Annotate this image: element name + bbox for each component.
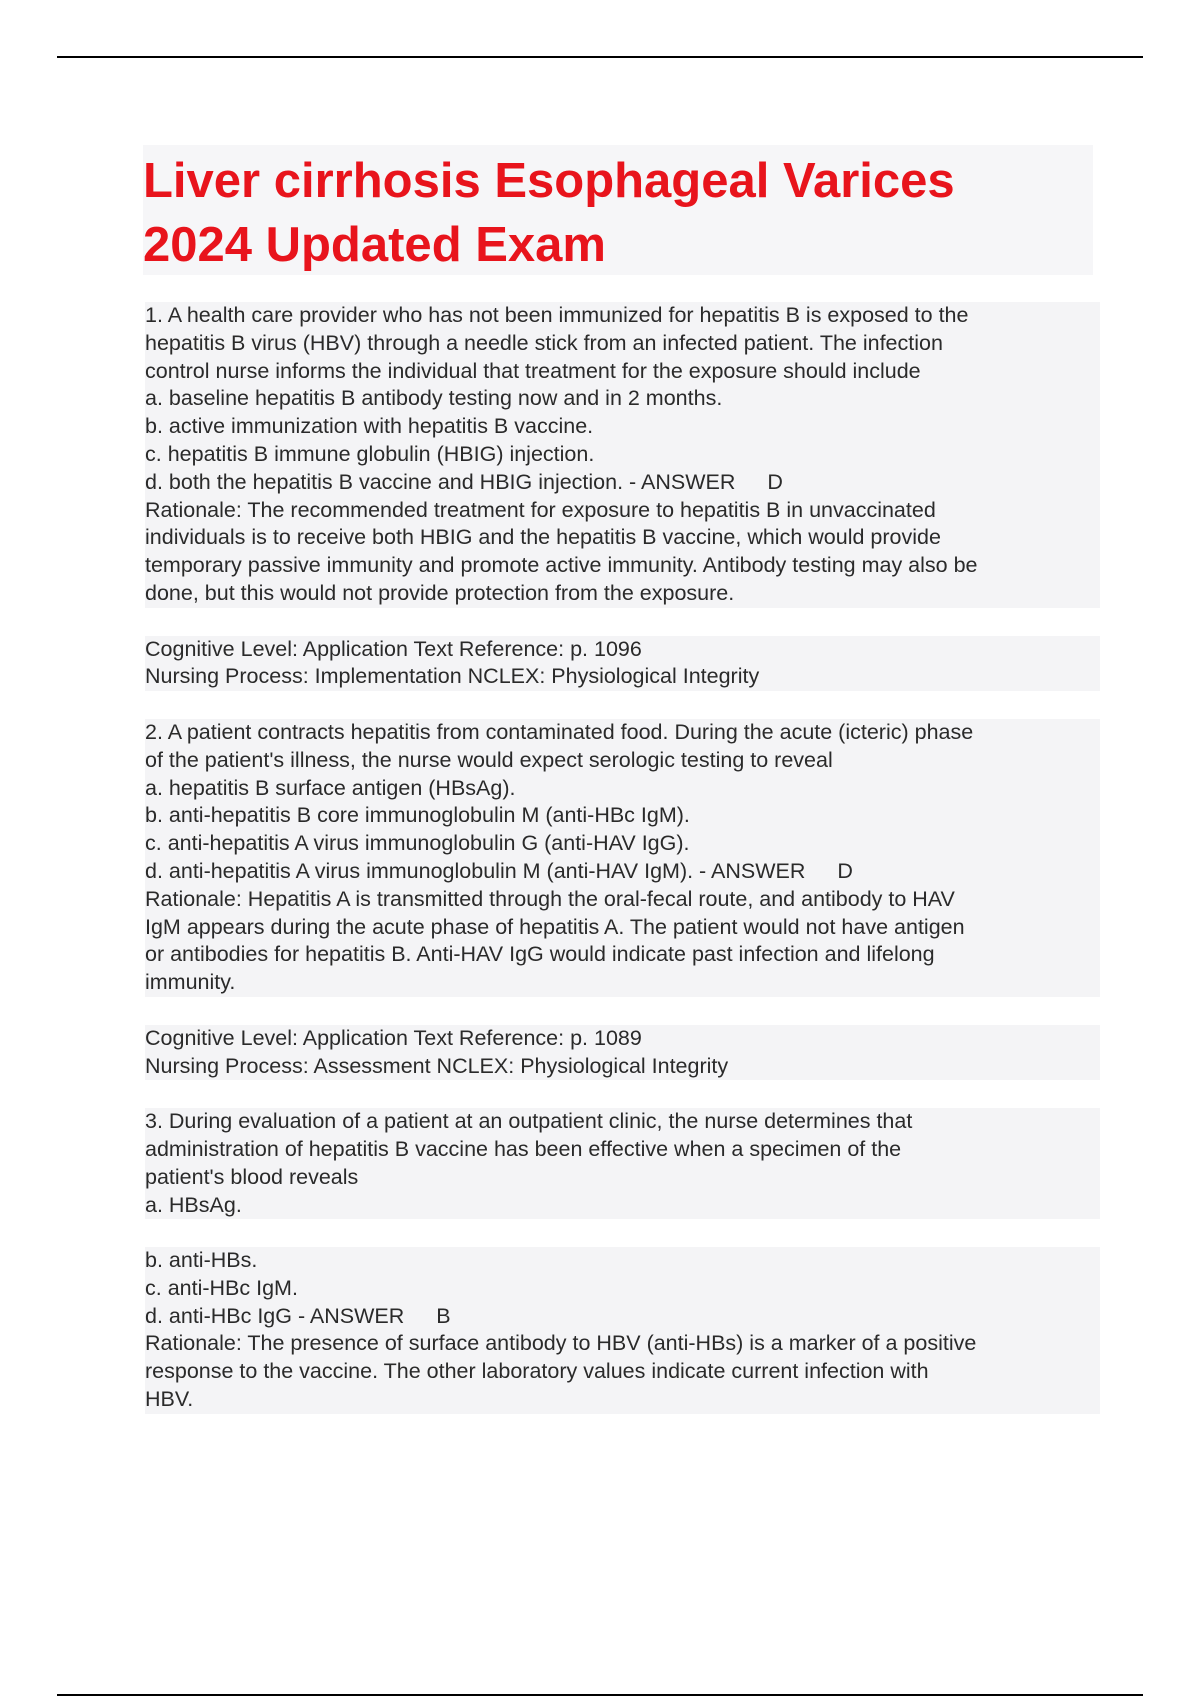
answer-option: a. hepatitis B surface antigen (HBsAg). bbox=[145, 775, 1100, 803]
title-line: 2024 Updated Exam bbox=[143, 218, 606, 272]
answer-option: b. anti-HBs. bbox=[145, 1247, 1100, 1275]
title-block bbox=[143, 145, 1093, 275]
question-stem-line: 2. A patient contracts hepatitis from contaminated food. During the acute (icteric) phase bbox=[145, 719, 1100, 747]
question-stem-line: patient's blood reveals bbox=[145, 1164, 1100, 1192]
correct-answer: D bbox=[767, 469, 783, 494]
answer-option: d. both the hepatitis B vaccine and HBIG injection. - ANSWER bbox=[145, 469, 736, 494]
question-3 bbox=[145, 1108, 1100, 1414]
rationale-line: individuals is to receive both HBIG and the hepatitis B vaccine, which would provide bbox=[145, 524, 1100, 552]
meta-line: Nursing Process: Implementation NCLEX: Physiological Integrity bbox=[145, 663, 1100, 691]
answer-option: c. hepatitis B immune globulin (HBIG) injection. bbox=[145, 441, 1100, 469]
rationale-line: Rationale: The recommended treatment for exposure to hepatitis B in unvaccinated bbox=[145, 497, 1100, 525]
question-stem-line: of the patient's illness, the nurse would expect serologic testing to reveal bbox=[145, 747, 1100, 775]
answer-option: d. anti-HBc IgG - ANSWER bbox=[145, 1303, 405, 1328]
exam-content bbox=[145, 302, 1100, 1414]
question-stem-line: hepatitis B virus (HBV) through a needle stick from an infected patient. The infection bbox=[145, 330, 1100, 358]
answer-option: a. baseline hepatitis B antibody testing now and in 2 months. bbox=[145, 385, 1100, 413]
answer-option-with-answer bbox=[145, 858, 1100, 886]
correct-answer: D bbox=[837, 858, 853, 883]
meta-line: Nursing Process: Assessment NCLEX: Physiological Integrity bbox=[145, 1053, 1100, 1081]
answer-option-with-answer bbox=[145, 469, 1100, 497]
correct-answer: B bbox=[436, 1303, 451, 1328]
document-title bbox=[143, 145, 1093, 277]
bottom-rule bbox=[57, 1694, 1143, 1696]
rationale-line: Rationale: The presence of surface antibody to HBV (anti-HBs) is a marker of a positive bbox=[145, 1330, 1100, 1358]
top-rule bbox=[57, 56, 1143, 58]
rationale-line: Rationale: Hepatitis A is transmitted through the oral-fecal route, and antibody to HAV bbox=[145, 886, 1100, 914]
rationale-line: done, but this would not provide protection from the exposure. bbox=[145, 580, 1100, 608]
meta-line: Cognitive Level: Application Text Reference: p. 1089 bbox=[145, 1025, 1100, 1053]
answer-option: d. anti-hepatitis A virus immunoglobulin M (anti-HAV IgM). - ANSWER bbox=[145, 858, 806, 883]
rationale-line: IgM appears during the acute phase of hepatitis A. The patient would not have antigen bbox=[145, 914, 1100, 942]
rationale-line: response to the vaccine. The other laboratory values indicate current infection with bbox=[145, 1358, 1100, 1386]
answer-option-with-answer bbox=[145, 1303, 1100, 1331]
rationale-line: or antibodies for hepatitis B. Anti-HAV IgG would indicate past infection and lifelong bbox=[145, 941, 1100, 969]
question-stem-line: control nurse informs the individual that treatment for the exposure should include bbox=[145, 358, 1100, 386]
question-stem-line: 3. During evaluation of a patient at an outpatient clinic, the nurse determines that bbox=[145, 1108, 1100, 1136]
answer-option: c. anti-hepatitis A virus immunoglobulin G (anti-HAV IgG). bbox=[145, 830, 1100, 858]
answer-option: b. anti-hepatitis B core immunoglobulin M (anti-HBc IgM). bbox=[145, 802, 1100, 830]
answer-option: a. HBsAg. bbox=[145, 1192, 1100, 1220]
question-stem-line: administration of hepatitis B vaccine has been effective when a specimen of the bbox=[145, 1136, 1100, 1164]
answer-option: b. active immunization with hepatitis B vaccine. bbox=[145, 413, 1100, 441]
question-stem-line: 1. A health care provider who has not been immunized for hepatitis B is exposed to the bbox=[145, 302, 1100, 330]
title-line: Liver cirrhosis Esophageal Varices bbox=[143, 154, 955, 208]
question-2 bbox=[145, 719, 1100, 1080]
question-1 bbox=[145, 302, 1100, 691]
rationale-line: HBV. bbox=[145, 1386, 1100, 1414]
meta-line: Cognitive Level: Application Text Reference: p. 1096 bbox=[145, 636, 1100, 664]
answer-option: c. anti-HBc IgM. bbox=[145, 1275, 1100, 1303]
rationale-line: temporary passive immunity and promote active immunity. Antibody testing may also be bbox=[145, 552, 1100, 580]
rationale-line: immunity. bbox=[145, 969, 1100, 997]
